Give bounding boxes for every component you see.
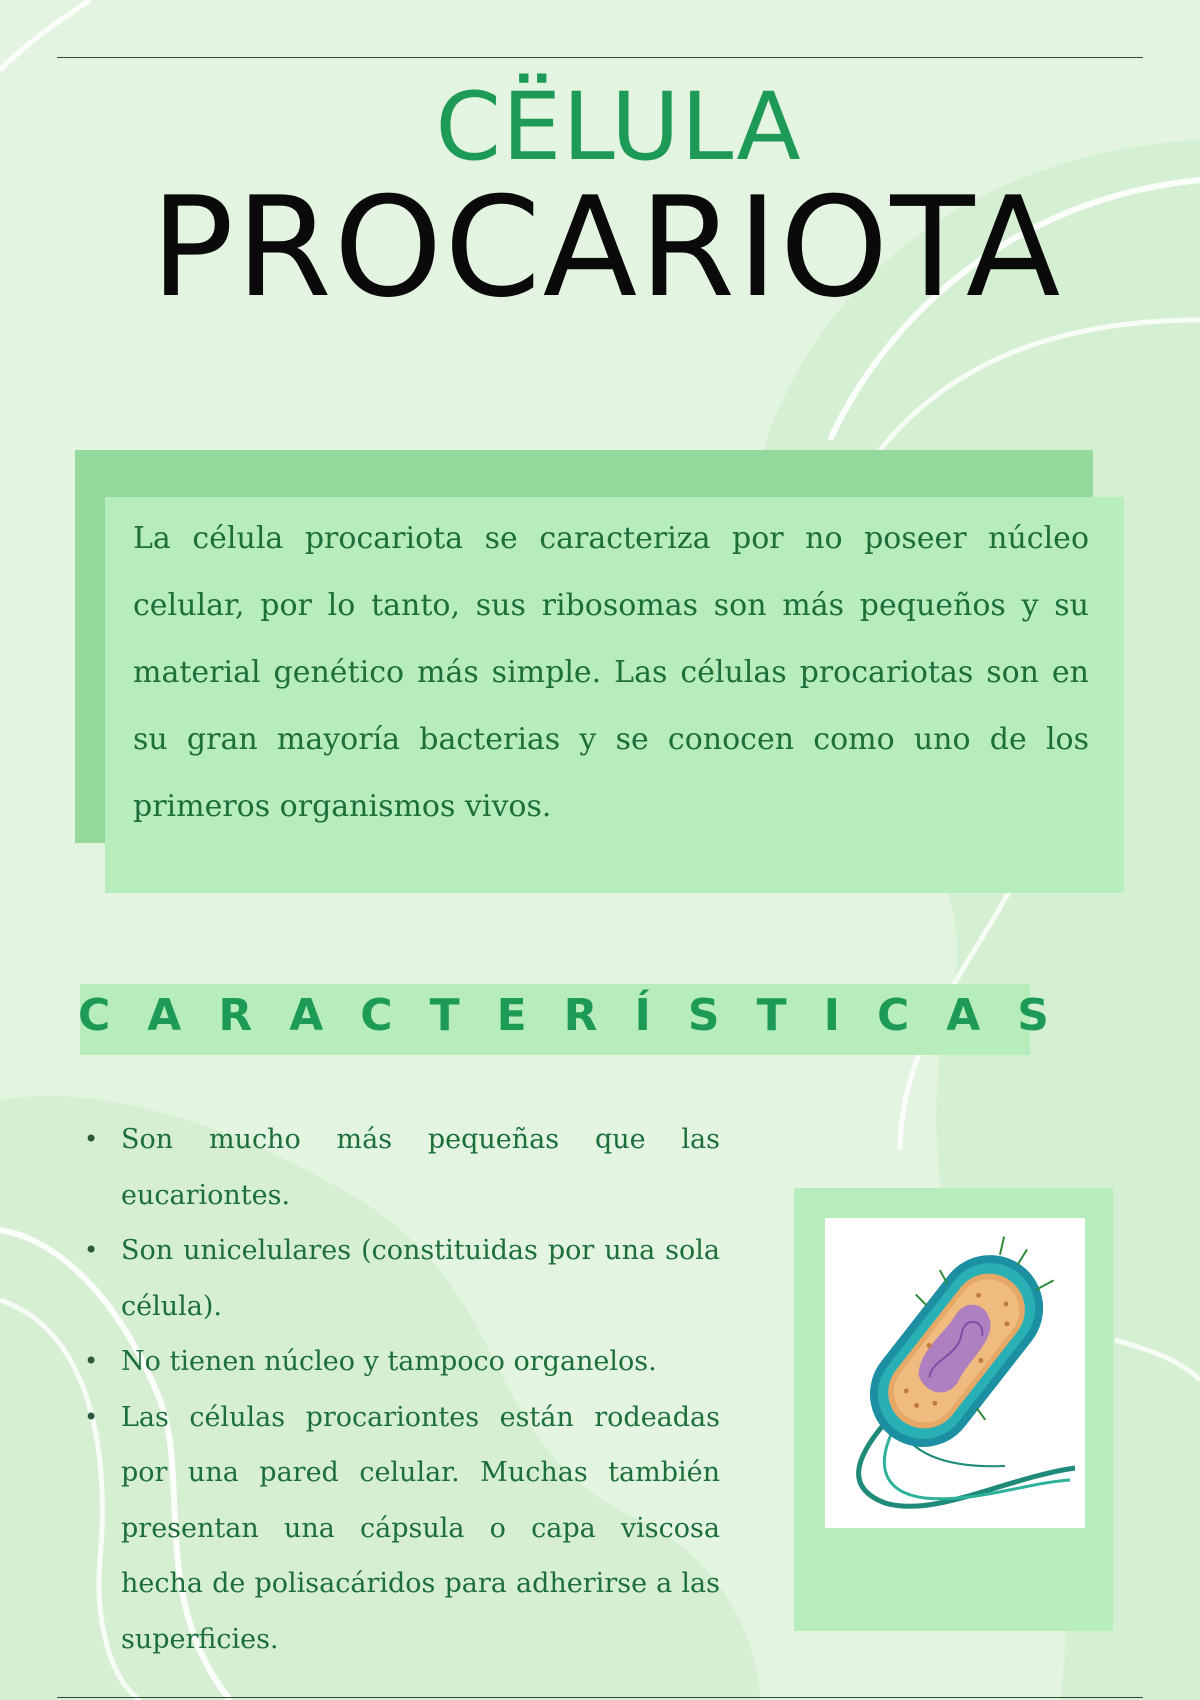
bacterium-icon: [825, 1218, 1085, 1528]
bullet-icon: •: [84, 1402, 99, 1431]
list-item-text: No tienen núcleo y tampoco organelos.: [121, 1346, 657, 1377]
bullet-icon: •: [84, 1236, 99, 1264]
bullet-icon: •: [84, 1347, 99, 1375]
title-line-1: CËLULA: [435, 73, 802, 182]
list-item: [80, 1223, 720, 1334]
bullet-icon: •: [84, 1125, 99, 1153]
list-item: [80, 1112, 720, 1223]
bottom-divider: [57, 1697, 1143, 1698]
list-item-text: Son mucho más pequeñas que las eucariontes.: [121, 1124, 720, 1211]
list-item-text: Las células procariontes están rodeadas por una pared celular. Muchas también presentan una cápsula o capa viscosa hecha de polisacáridos para adherirse a las superficies.: [121, 1401, 720, 1655]
features-list: [80, 1112, 720, 1667]
list-item: [80, 1390, 720, 1668]
section-heading: CARACTERÍSTICAS: [78, 990, 1086, 1041]
top-divider: [57, 57, 1143, 58]
bacterium-illustration: [825, 1218, 1085, 1528]
list-item: [80, 1334, 720, 1390]
list-item-text: Son unicelulares (constituidas por una sola célula).: [121, 1235, 720, 1322]
title-line-2: PROCARIOTA: [150, 167, 1063, 328]
intro-paragraph: La célula procariota se caracteriza por no poseer núcleo celular, por lo tanto, sus ribosomas son más pequeños y su material genético más simple. Las células procariotas son en su gran mayoría bacterias y se conocen como uno de los primeros organismos vivos.: [133, 521, 1089, 824]
